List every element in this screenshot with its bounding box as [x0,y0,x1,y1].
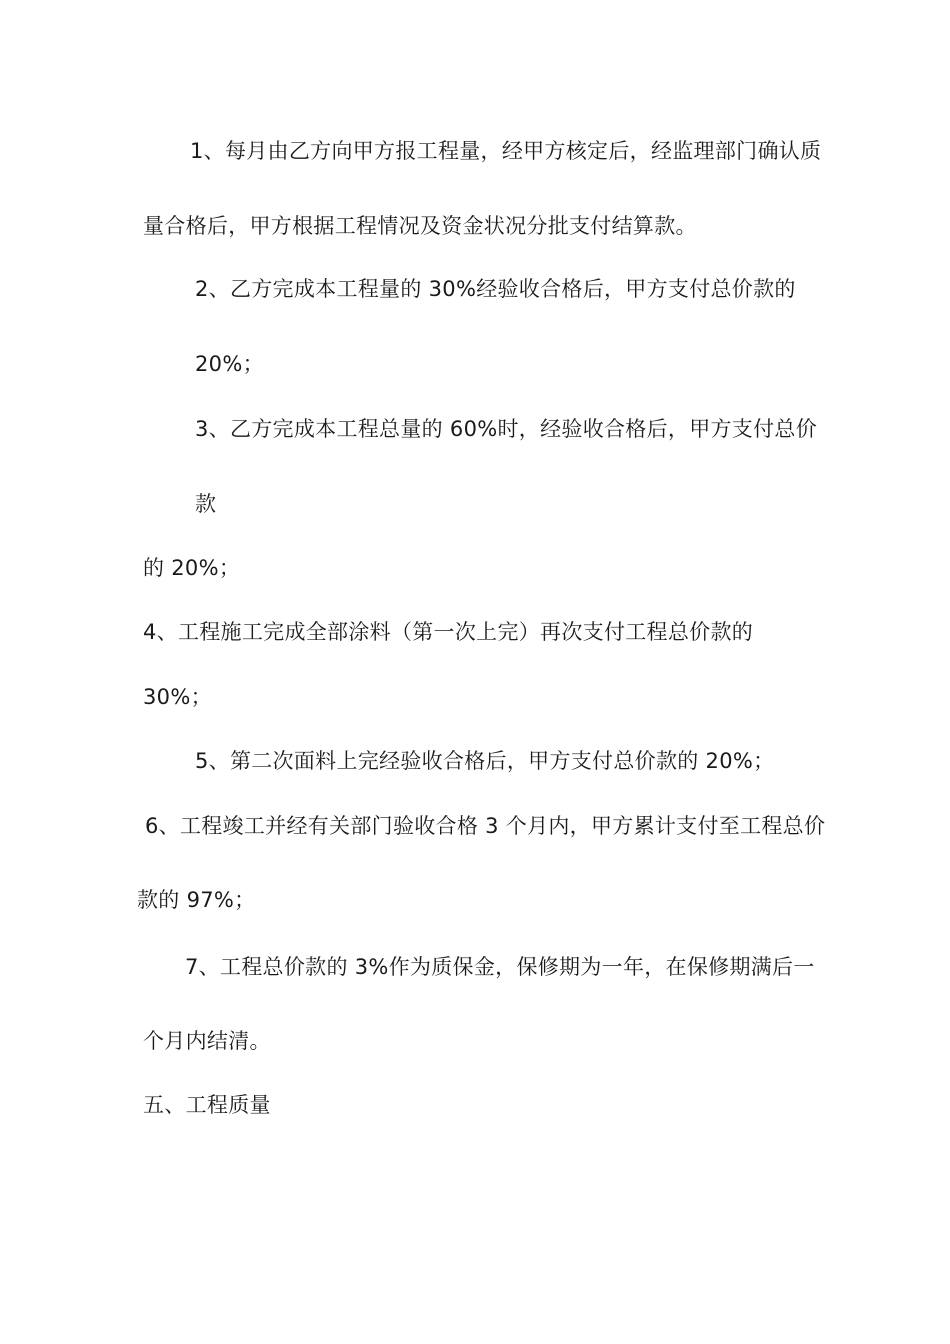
payment-clause-3-line-1: 3、乙方完成本工程总量的 60%时，经验收合格后，甲方支付总价 [195,417,818,441]
payment-clause-3-line-3: 的 20%； [143,556,241,580]
payment-clause-7-line-2: 个月内结清。 [143,1029,271,1053]
section-heading-quality: 五、工程质量 [143,1093,271,1117]
payment-clause-3-line-2: 款 [195,492,217,516]
payment-clause-1-line-2: 量合格后，甲方根据工程情况及资金状况分批支付结算款。 [143,214,697,238]
payment-clause-1-line-1: 1、每月由乙方向甲方报工程量，经甲方核定后，经监理部门确认质 [190,139,822,163]
payment-clause-4-line-2: 30%； [143,685,212,709]
payment-clause-6-line-1: 6、工程竣工并经有关部门验收合格 3 个月内，甲方累计支付至工程总价 [145,814,826,838]
payment-clause-2-line-1: 2、乙方完成本工程量的 30%经验收合格后，甲方支付总价款的 [195,277,796,301]
payment-clause-2-line-2: 20%； [195,352,264,376]
payment-clause-6-line-2: 款的 97%； [137,888,256,912]
payment-clause-4-line-1: 4、工程施工完成全部涂料（第一次上完）再次支付工程总价款的 [143,620,754,644]
payment-clause-7-line-1: 7、工程总价款的 3%作为质保金，保修期为一年，在保修期满后一 [185,955,815,979]
payment-clause-5-line-1: 5、第二次面料上完经验收合格后，甲方支付总价款的 20%； [195,749,775,773]
